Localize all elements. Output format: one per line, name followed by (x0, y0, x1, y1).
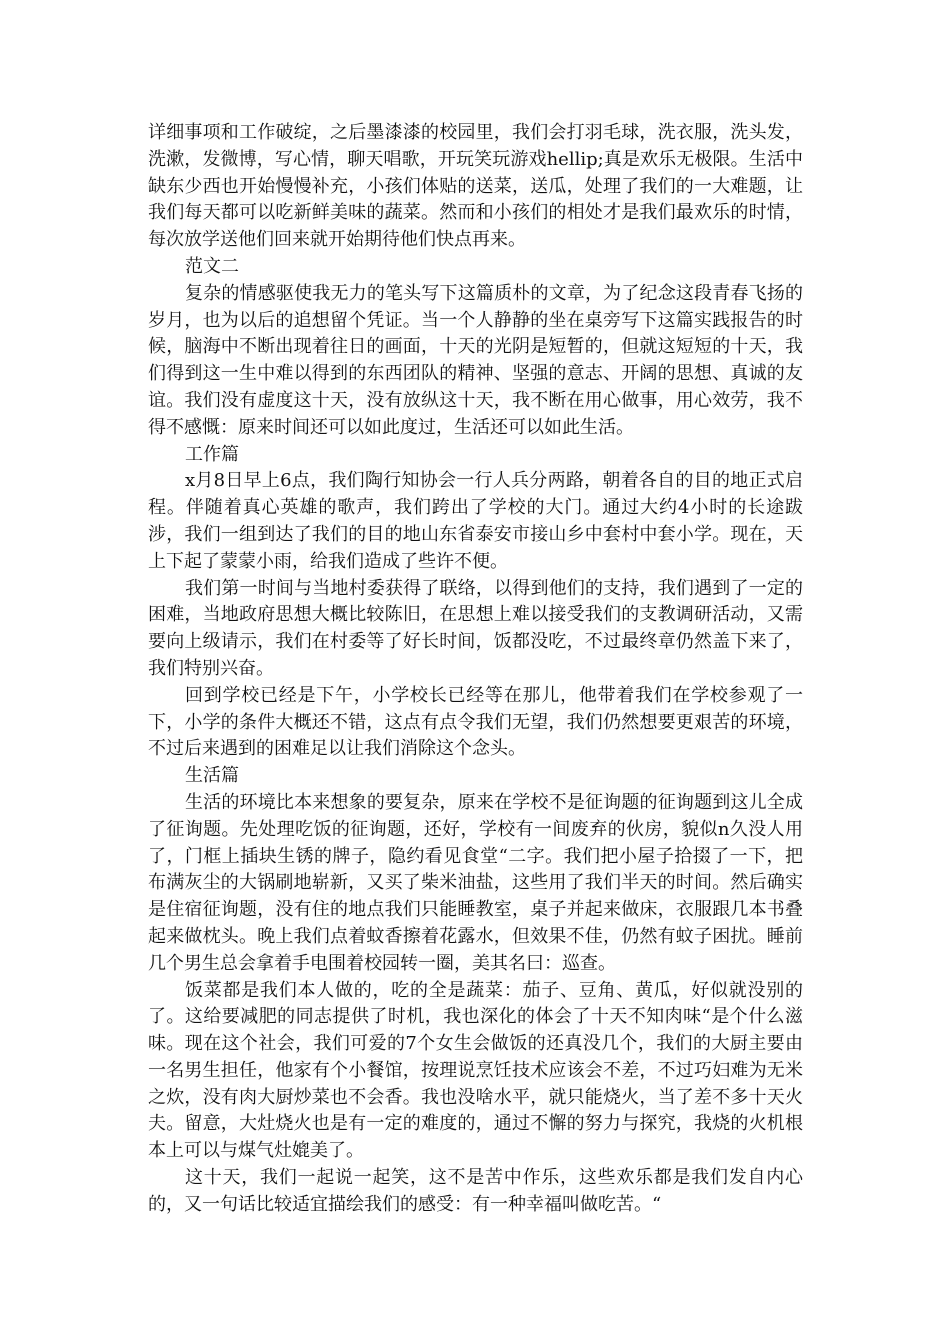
paragraph-fanwen-er: 复杂的情感驱使我无力的笔头写下这篇质朴的文章，为了纪念这段青春飞扬的岁月，也为以后的追想留个凭证。当一个人静静的坐在桌旁写下这篇实践报告的时候，脑海中不断出现着往日的画面，十天的光阴是短暂的，但就这短短的十天，我们得到这一生中难以得到的东西团队的精神、坚强的意志、开阔的思想、真诚的友谊。我们没有虚度这十天，没有放纵这十天，我不断在用心做事，用心效劳，我不得不感慨：原来时间还可以如此度过，生活还可以如此生活。 (148, 282, 803, 438)
paragraph-life-cooking: 饭菜都是我们本人做的，吃的全是蔬菜：茄子、豆角、黄瓜，好似就没别的了。这给要减肥的同志提供了时机，我也深化的体会了十天不知肉味“是个什么滋味。现在这个社会，我们可爱的7个女生会做饭的还真没几个，我们的大厨主要由一名男生担任，他家有个小餐馆，按理说烹饪技术应该会不差，不过巧妇难为无米之炊，没有肉大厨炒菜也不会香。我也没啥水平，就只能烧火，当了差不多十天火夫。留意，大灶烧火也是有一定的难度的，通过不懈的努力与探究，我烧的火机根本上可以与煤气灶媲美了。 (148, 979, 803, 1162)
heading-work: 工作篇 (185, 443, 239, 465)
paragraph-work-departure: x月8日早上6点，我们陶行知协会一行人兵分两路，朝着各自的目的地正式启程。伴随着真心英雄的歌声，我们跨出了学校的大门。通过大约4小时的长途跋涉，我们一组到达了我们的目的地山东省泰安市接山乡中套村中套小学。现在，天上下起了蒙蒙小雨，给我们造成了些许不便。 (148, 470, 803, 572)
paragraph-intro: 详细事项和工作破绽，之后墨漆漆的校园里，我们会打羽毛球，洗衣服，洗头发，洗漱，发微博，写心情，聊天唱歌，开玩笑玩游戏hellip;真是欢乐无极限。生活中缺东少西也开始慢慢补充，小孩们体贴的送菜，送瓜，处理了我们的一大难题，让我们每天都可以吃新鲜美味的蔬菜。然而和小孩们的相处才是我们最欢乐的时情，每次放学送他们回来就开始期待他们快点再来。 (148, 122, 803, 251)
paragraph-life-happiness: 这十天，我们一起说一起笑，这不是苦中作乐，这些欢乐都是我们发自内心的，又一句话比较适宜描绘我们的感受：有一种幸福叫做吃苦。“ (148, 1167, 803, 1215)
heading-fanwen-er: 范文二 (185, 255, 239, 277)
heading-life: 生活篇 (185, 765, 239, 787)
paragraph-work-village: 我们第一时间与当地村委获得了联络，以得到他们的支持，我们遇到了一定的困难，当地政府思想大概比较陈旧，在思想上难以接受我们的支教调研活动，又需要向上级请示，我们在村委等了好长时间，饭都没吃，不过最终章仍然盖下来了，我们特别兴奋。 (148, 577, 803, 679)
paragraph-work-school: 回到学校已经是下午，小学校长已经等在那儿，他带着我们在学校参观了一下，小学的条件大概还不错，这点有点令我们无望，我们仍然想要更艰苦的环境，不过后来遇到的困难足以让我们消除这个念头。 (148, 684, 803, 760)
document-page (148, 120, 803, 1219)
paragraph-life-environment: 生活的环境比本来想象的要复杂，原来在学校不是征询题的征询题到这儿全成了征询题。先处理吃饭的征询题，还好，学校有一间废弃的伙房，貌似n久没人用了，门框上插块生锈的牌子，隐约看见食堂“二字。我们把小屋子拾掇了一下，把布满灰尘的大锅刷地崭新，又买了柴米油盐，这些用了我们半天的时间。然后确实是住宿征询题，没有住的地点我们只能睡教室，桌子并起来做床，衣服跟几本书叠起来做枕头。晚上我们点着蚊香擦着花露水，但效果不佳，仍然有蚊子困扰。睡前几个男生总会拿着手电围着校园转一圈，美其名曰：巡查。 (148, 791, 803, 974)
